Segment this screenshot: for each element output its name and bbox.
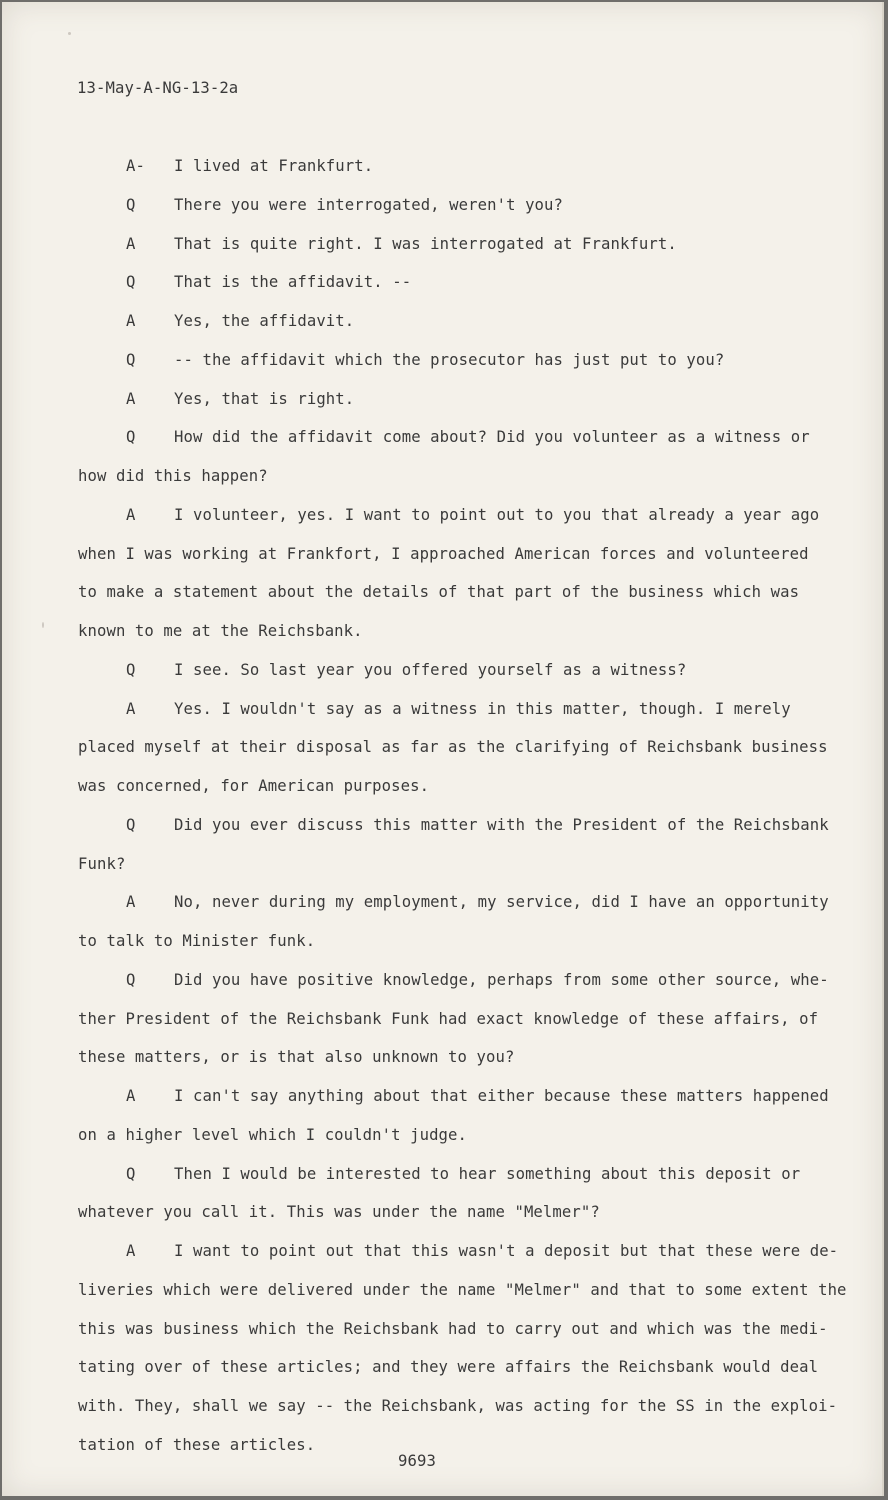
page-number: 9693: [398, 1452, 436, 1470]
continuation-text: to talk to Minister funk.: [78, 932, 316, 950]
line-text: Then I would be interested to hear something about this deposit or: [174, 1164, 801, 1183]
continuation-text: tation of these articles.: [78, 1435, 316, 1454]
line-text: There you were interrogated, weren't you?: [174, 195, 564, 214]
line-text: I can't say anything about that either because these matters happened: [174, 1087, 829, 1105]
speaker-label: Q: [126, 273, 136, 292]
speaker-label: A: [126, 1242, 136, 1260]
continuation-text: liveries which were delivered under the name "Melmer" and that to some extent the: [78, 1280, 847, 1299]
line-text: Yes. I wouldn't say as a witness in this matter, though. I merely: [174, 699, 791, 718]
speaker-label: Q: [126, 1164, 136, 1183]
speaker-label: Q: [126, 660, 136, 679]
speaker-label: Q: [126, 428, 136, 447]
line-text: Did you ever discuss this matter with the President of the Reichsbank: [174, 815, 829, 834]
line-text: That is quite right. I was interrogated at Frankfurt.: [174, 234, 677, 253]
continuation-text: whatever you call it. This was under the name "Melmer"?: [78, 1203, 600, 1222]
speaker-label: A: [126, 312, 136, 330]
continuation-text: with. They, shall we say -- the Reichsbank, was acting for the SS in the exploi-: [78, 1397, 838, 1415]
speaker-label: A: [126, 1087, 136, 1105]
speaker-label: A: [126, 893, 136, 912]
continuation-text: this was business which the Reichsbank had to carry out and which was the medi-: [78, 1319, 828, 1338]
line-text: Yes, that is right.: [174, 389, 355, 408]
line-text: Did you have positive knowledge, perhaps from some other source, whe-: [174, 970, 829, 989]
speaker-label: Q: [126, 350, 136, 369]
continuation-text: known to me at the Reichsbank.: [78, 622, 363, 640]
speaker-label: Q: [126, 195, 136, 214]
speaker-label: A-: [126, 157, 145, 175]
speaker-label: A: [126, 389, 136, 408]
continuation-text: placed myself at their disposal as far as the clarifying of Reichsbank business: [78, 738, 828, 757]
paper-speck: [68, 32, 71, 35]
continuation-text: was concerned, for American purposes.: [78, 777, 430, 795]
line-text: I volunteer, yes. I want to point out to you that already a year ago: [174, 505, 820, 524]
line-text: That is the affidavit. --: [174, 273, 412, 292]
continuation-text: Funk?: [78, 854, 126, 873]
line-text: I lived at Frankfurt.: [174, 157, 374, 175]
speaker-label: Q: [126, 970, 136, 989]
line-text: I see. So last year you offered yourself as a witness?: [174, 660, 687, 679]
continuation-text: to make a statement about the details of that part of the business which was: [78, 583, 800, 602]
document-page: [2, 2, 884, 1496]
speaker-label: A: [126, 699, 136, 718]
line-text: Yes, the affidavit.: [174, 312, 355, 330]
line-text: How did the affidavit come about? Did you volunteer as a witness or: [174, 428, 810, 447]
continuation-text: these matters, or is that also unknown to you?: [78, 1048, 515, 1067]
line-text: -- the affidavit which the prosecutor has just put to you?: [174, 350, 725, 369]
speaker-label: Q: [126, 815, 136, 834]
continuation-text: on a higher level which I couldn't judge.: [78, 1125, 468, 1144]
continuation-text: ther President of the Reichsbank Funk had exact knowledge of these affairs, of: [78, 1009, 819, 1028]
continuation-text: how did this happen?: [78, 467, 268, 485]
continuation-text: tating over of these articles; and they were affairs the Reichsbank would deal: [78, 1358, 819, 1377]
continuation-text: when I was working at Frankfort, I approached American forces and volunteered: [78, 544, 809, 563]
paper-speck: [42, 622, 44, 628]
speaker-label: A: [126, 234, 136, 253]
line-text: I want to point out that this wasn't a deposit but that these were de-: [174, 1242, 839, 1260]
line-text: No, never during my employment, my service, did I have an opportunity: [174, 893, 829, 912]
document-header: 13-May-A-NG-13-2a: [77, 79, 239, 97]
speaker-label: A: [126, 505, 136, 524]
